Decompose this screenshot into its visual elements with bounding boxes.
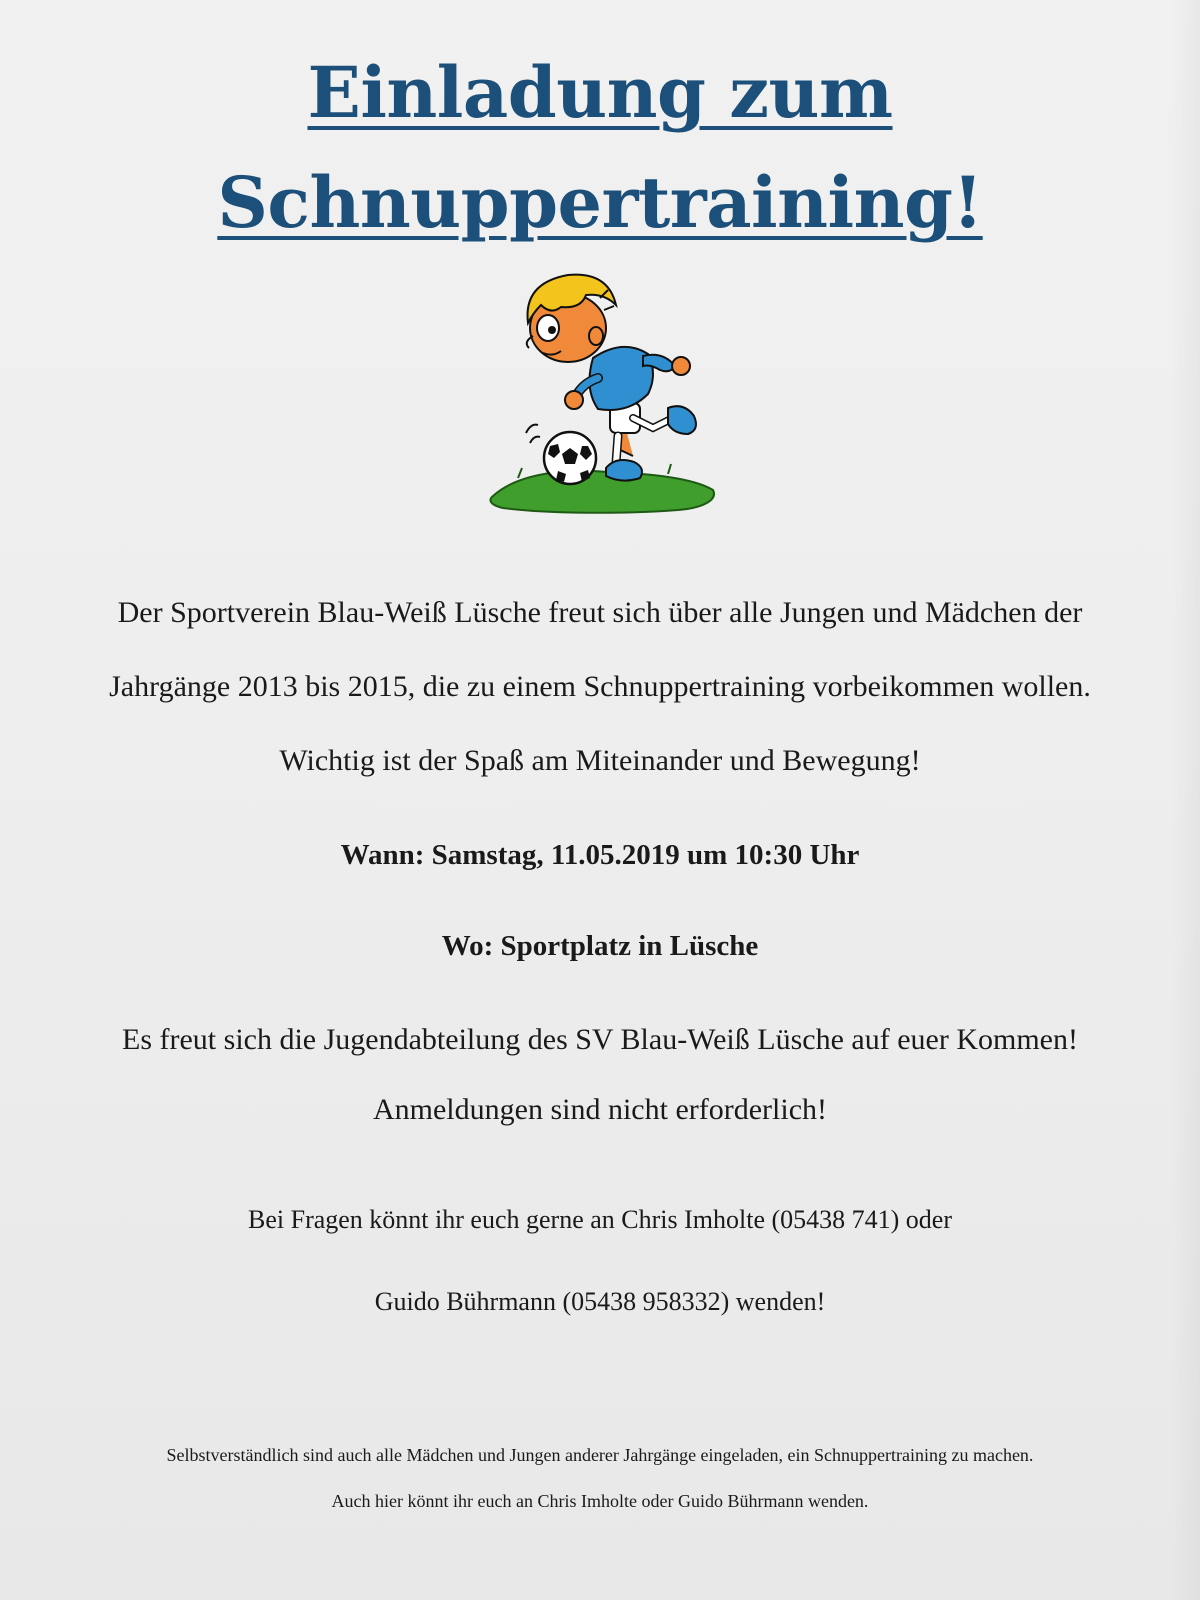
paper-shadow <box>1170 0 1200 1600</box>
event-when: Wann: Samstag, 11.05.2019 um 10:30 Uhr <box>340 839 860 871</box>
title-line-1: Einladung zum <box>307 51 893 134</box>
title-line-2: Schnuppertraining! <box>217 161 983 244</box>
closing-line-2: Anmeldungen sind nicht erforderlich! <box>372 1093 828 1126</box>
footnote-line-2: Auch hier könnt ihr euch an Chris Imholte oder Guido Bührmann wenden. <box>331 1491 869 1511</box>
footnote-line-1: Selbstverständlich sind auch alle Mädchen und Jungen anderer Jahrgänge eingeladen, ein Schnuppertraining zu machen. <box>166 1445 1034 1465</box>
contact-line-1: Bei Fragen könnt ihr euch gerne an Chris Imholte (05438 741) oder <box>248 1205 952 1234</box>
intro-line-1: Der Sportverein Blau-Weiß Lüsche freut sich über alle Jungen und Mädchen der <box>117 596 1083 629</box>
closing-line-1: Es freut sich die Jugendabteilung des SV Blau-Weiß Lüsche auf euer Kommen! <box>122 1023 1078 1056</box>
contact-line-2: Guido Bührmann (05438 958332) wenden! <box>374 1287 826 1316</box>
intro-line-2: Jahrgänge 2013 bis 2015, die zu einem Schnuppertraining vorbeikommen wollen. <box>109 670 1091 703</box>
soccer-kid-illustration <box>488 268 728 553</box>
event-where: Wo: Sportplatz in Lüsche <box>441 930 759 962</box>
intro-line-3: Wichtig ist der Spaß am Miteinander und Bewegung! <box>279 744 921 777</box>
